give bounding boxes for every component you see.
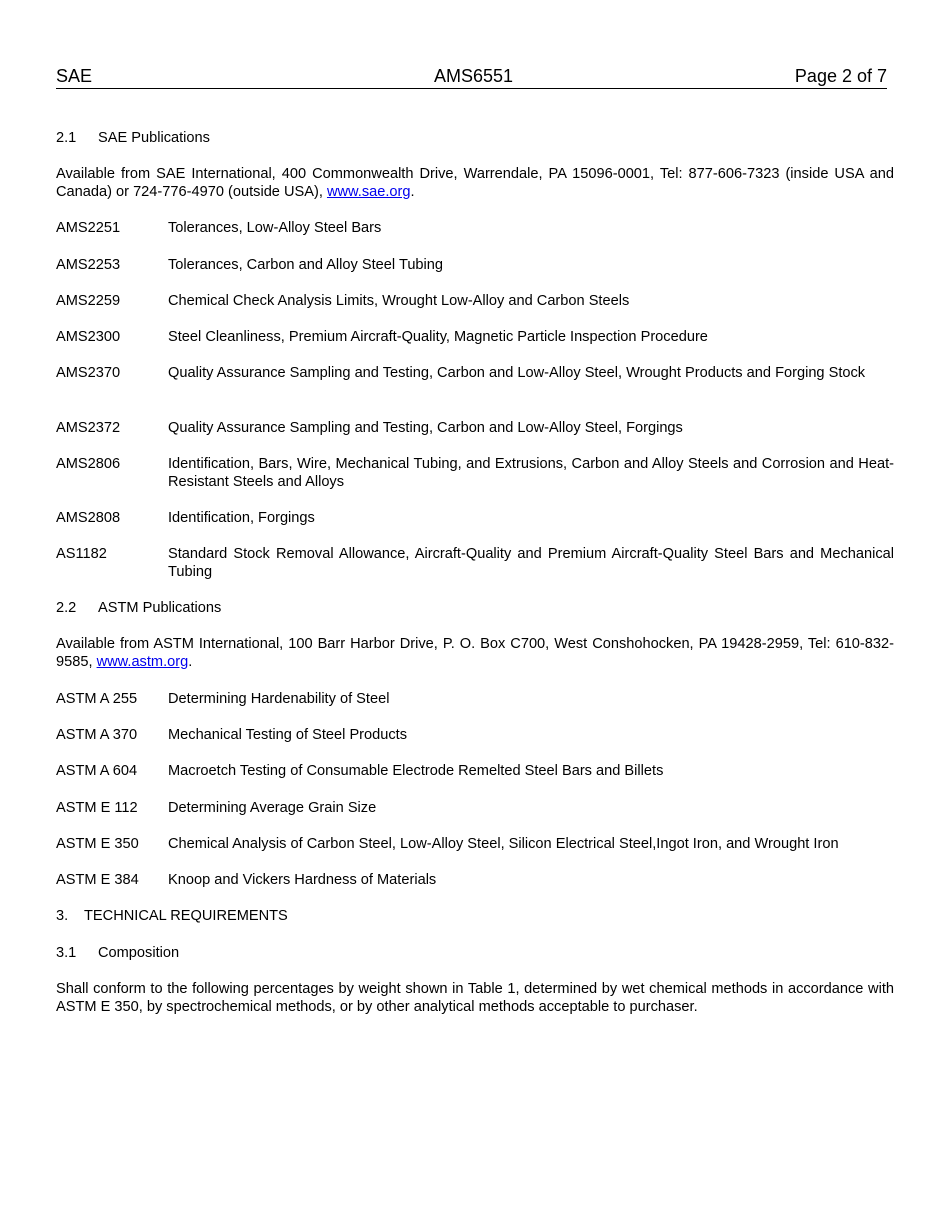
- reference-code: AMS2370: [56, 365, 121, 381]
- reference-item: [56, 690, 894, 708]
- section-heading-2-2: [56, 599, 894, 617]
- reference-title: Determining Hardenability of Steel: [168, 691, 390, 707]
- section-number: 2.2: [56, 600, 77, 616]
- section-title: ASTM Publications: [98, 600, 222, 616]
- reference-title: Steel Cleanliness, Premium Aircraft-Quality, Magnetic Particle Inspection Procedure: [168, 329, 708, 345]
- reference-item: [56, 799, 894, 817]
- reference-title: Chemical Analysis of Carbon Steel, Low-Alloy Steel, Silicon Electrical Steel,Ingot Iron, and Wrought Iron: [168, 836, 839, 852]
- reference-code: AMS2300: [56, 329, 121, 345]
- reference-title: Quality Assurance Sampling and Testing, Carbon and Low-Alloy Steel, Wrought Products and Forging Stock: [168, 365, 866, 381]
- composition-paragraph: Shall conform to the following percentages by weight shown in Table 1, determined by wet chemical methods in accordance with ASTM E 350, by spectrochemical methods, or by other analytical methods acceptable to purchaser.: [56, 981, 894, 1015]
- reference-item: [56, 292, 894, 310]
- astm-intro-text: Available from ASTM International, 100 Barr Harbor Drive, P. O. Box C700, West Conshohocken, PA 19428-2959, Tel: 610-832-9585,: [56, 636, 894, 670]
- reference-title: Identification, Bars, Wire, Mechanical Tubing, and Extrusions, Carbon and Alloy Steels and Corrosion and Heat-Resistant Steels and Alloys: [168, 456, 894, 490]
- reference-title: Quality Assurance Sampling and Testing, Carbon and Low-Alloy Steel, Forgings: [168, 420, 683, 436]
- reference-code: AMS2259: [56, 293, 121, 309]
- astm-website-link[interactable]: www.astm.org: [96, 654, 189, 670]
- reference-title: Chemical Check Analysis Limits, Wrought Low-Alloy and Carbon Steels: [168, 293, 630, 309]
- reference-title: Tolerances, Low-Alloy Steel Bars: [168, 220, 382, 236]
- reference-item: [56, 762, 894, 780]
- reference-title: Standard Stock Removal Allowance, Aircraft-Quality and Premium Aircraft-Quality Steel Bars and Mechanical Tubing: [168, 546, 894, 580]
- reference-title: Knoop and Vickers Hardness of Materials: [168, 872, 437, 888]
- header-page-number: Page 2 of 7: [794, 66, 887, 86]
- header-org: SAE: [56, 66, 93, 86]
- section-number: 3.: [56, 908, 69, 924]
- reference-code: ASTM A 604: [56, 763, 138, 779]
- section-heading-3: [56, 907, 894, 925]
- reference-item: [56, 726, 894, 744]
- reference-item: [56, 419, 894, 437]
- reference-item: [56, 364, 894, 382]
- reference-title: Tolerances, Carbon and Alloy Steel Tubing: [168, 257, 444, 273]
- reference-item: [56, 256, 894, 274]
- reference-code: AS1182: [56, 546, 107, 562]
- section-heading-2-1: [56, 129, 894, 147]
- reference-item: [56, 545, 894, 581]
- reference-item: [56, 455, 894, 491]
- reference-code: AMS2808: [56, 510, 121, 526]
- reference-item: [56, 328, 894, 346]
- reference-code: ASTM E 350: [56, 836, 139, 852]
- section-title: TECHNICAL REQUIREMENTS: [84, 908, 288, 924]
- reference-code: AMS2253: [56, 257, 121, 273]
- reference-code: AMS2372: [56, 420, 121, 436]
- section-title: SAE Publications: [98, 130, 210, 146]
- reference-title: Macroetch Testing of Consumable Electrode Remelted Steel Bars and Billets: [168, 763, 664, 779]
- reference-item: [56, 835, 894, 853]
- sae-availability-paragraph: Available from SAE International, 400 Commonwealth Drive, Warrendale, PA 15096-0001, Tel: 877-606-7323 (inside USA and Canada) or 724-776-4970 (outside USA), www.sae.org.: [56, 166, 894, 200]
- section-number: 3.1: [56, 945, 77, 961]
- sae-website-link[interactable]: www.sae.org: [326, 184, 411, 200]
- reference-item: [56, 219, 894, 237]
- reference-title: Mechanical Testing of Steel Products: [168, 727, 408, 743]
- reference-code: ASTM A 370: [56, 727, 138, 743]
- page-header: [56, 66, 887, 89]
- reference-item: [56, 509, 894, 527]
- header-doc-number: AMS6551: [434, 66, 514, 86]
- astm-availability-paragraph: Available from ASTM International, 100 Barr Harbor Drive, P. O. Box C700, West Conshohocken, PA 19428-2959, Tel: 610-832-9585, www.astm.org.: [56, 636, 894, 670]
- reference-code: ASTM E 112: [56, 800, 138, 816]
- reference-code: ASTM E 384: [56, 872, 139, 888]
- section-number: 2.1: [56, 130, 77, 146]
- reference-code: AMS2806: [56, 456, 121, 472]
- section-title: Composition: [98, 945, 180, 961]
- reference-code: ASTM A 255: [56, 691, 138, 707]
- reference-item: [56, 871, 894, 889]
- reference-title: Determining Average Grain Size: [168, 800, 377, 816]
- reference-title: Identification, Forgings: [168, 510, 315, 526]
- reference-code: AMS2251: [56, 220, 121, 236]
- section-heading-3-1: [56, 944, 894, 962]
- sae-intro-text: Available from SAE International, 400 Commonwealth Drive, Warrendale, PA 15096-0001, Tel: 877-606-7323 (inside USA and Canada) or 724-776-4970 (outside USA),: [56, 166, 894, 200]
